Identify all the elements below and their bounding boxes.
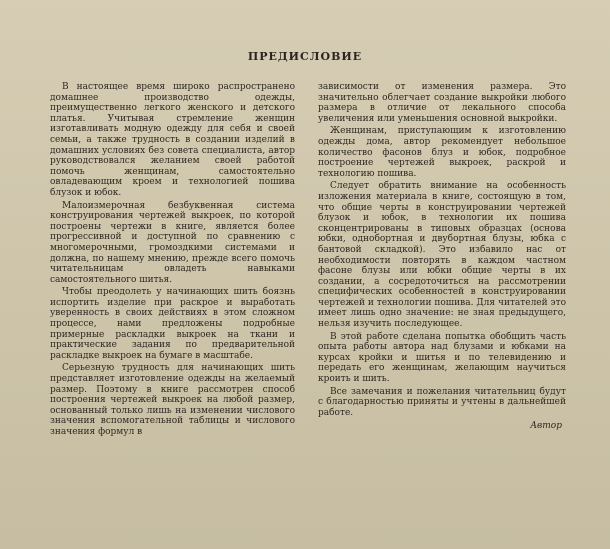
paragraph: В настоящее время широко распространено домашнее производство одежды, преимущественно легкого женского и детского платья. Учитывая стремление женщин изготавливать модную одежду для себя и своей семьи, а также трудность в создании изделий в домашних условиях без совета специалиста, автор руководствовался желанием своей работой помочь женщинам, самостоятельно овладевающим кроем и технологией пошива блузок и юбок. bbox=[50, 82, 295, 198]
paragraph: Следует обратить внимание на особенность изложения материала в книге, состоящую в том, что общие черты в конструировании чертежей блузок и юбок, в технологии их пошива сконцентрированы в типовых образцах (основа юбки, однобортная и двубортная блузы, юбка с бантовой складкой). Это избавило нас от необходимости повторять в каждом частном фасоне блузы или юбки общие черты в их создании, а сосредоточиться на рассмотрении специфических особенностей в конструировании чертежей и технологии пошива. Для читателей это имеет лишь одно значение: не зная предыдущего, нельзя изучить последующее. bbox=[318, 181, 566, 330]
page-title: ПРЕДИСЛОВИЕ bbox=[247, 50, 363, 63]
right-column bbox=[318, 82, 566, 432]
left-column bbox=[50, 82, 295, 440]
paragraph: В этой работе сделана попытка обобщить часть опыта работы автора над блузами и юбками на курсах кройки и шитья и по телевидению и передать его женщинам, желающим научиться кроить и шить. bbox=[318, 331, 566, 385]
paragraph: зависимости от изменения размера. Это значительно облегчает создание выкройки любого размера в отличие от лекального способа увеличения или уменьшения основной выкройки. bbox=[318, 82, 566, 124]
paragraph: Малоизмерочная безбуквенная система конструирования чертежей выкроек, по которой построены чертежи в книге, является более прогрессивной и доступной по сравнению с многомерочными, громоздкими системами и должна, по нашему мнению, прежде всего помочь читательницам овладеть навыками самостоятельного шитья. bbox=[50, 200, 295, 285]
paragraph: Чтобы преодолеть у начинающих шить боязнь испортить изделие при раскрое и выработать уверенность в своих действиях в этом сложном процессе, нами предложены подробные примерные раскладки выкроек на ткани и практические задания по предварительной раскладке выкроек на бумаге в масштабе. bbox=[50, 287, 295, 361]
paragraph: Серьезную трудность для начинающих шить представляет изготовление одежды на желаемый размер. Поэтому в книге рассмотрен способ построения чертежей выкроек на любой размер, основанный только лишь на изменении числового значения вспомогательной таблицы и числового значения формул в bbox=[50, 363, 295, 437]
author-signature: Автор bbox=[530, 421, 562, 432]
paragraph: Женщинам, приступающим к изготовлению одежды дома, автор рекомендует небольшое количество фасонов блуз и юбок, подробное построение чертежей выкроек, раскрой и технологию пошива. bbox=[318, 126, 566, 179]
paragraph: Все замечания и пожелания читательниц будут с благодарностью приняты и учтены в дальнейшей работе. bbox=[318, 386, 566, 418]
